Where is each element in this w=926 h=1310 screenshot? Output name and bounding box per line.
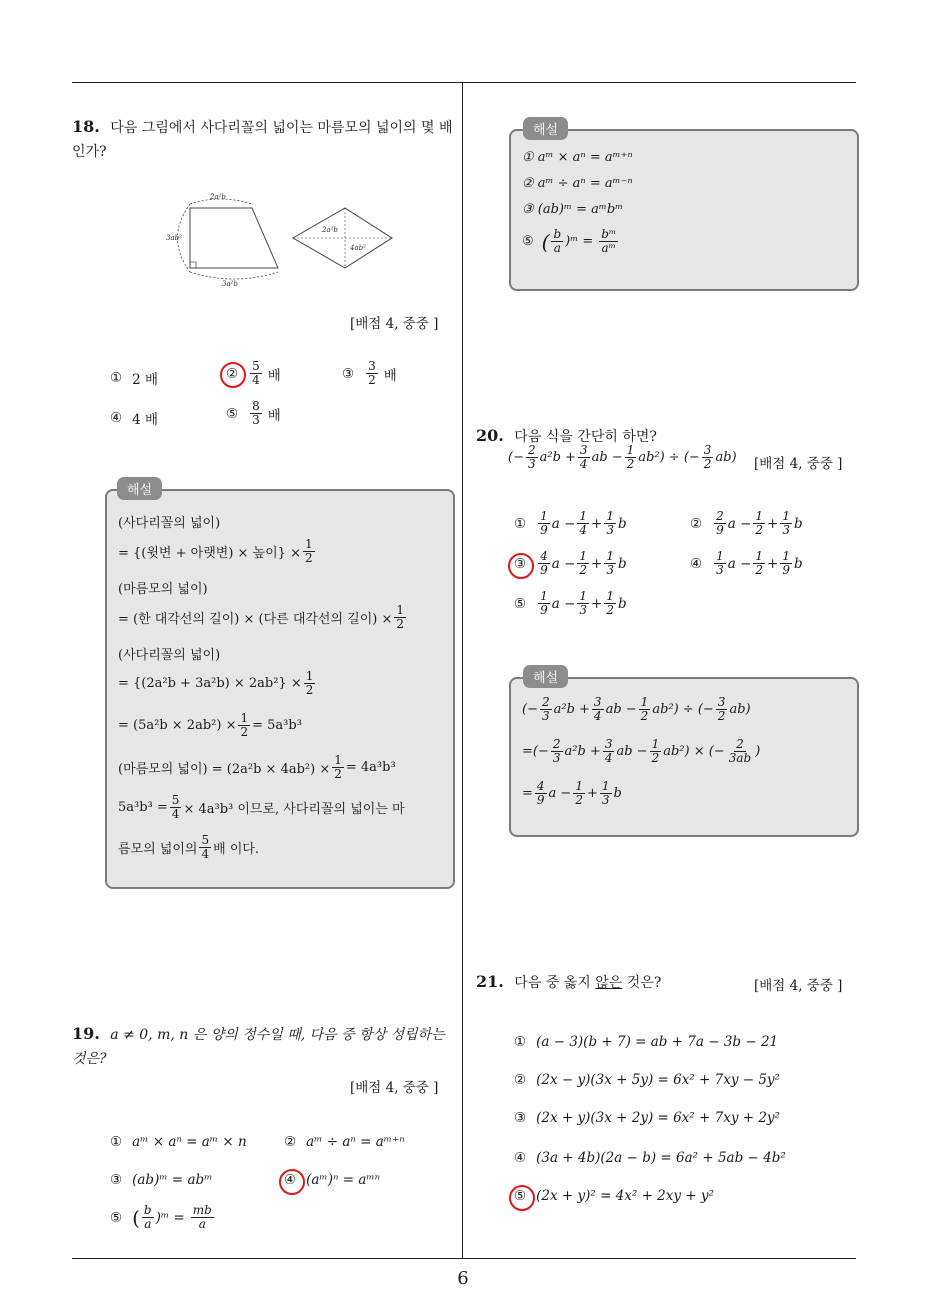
label-rhombus-v: 2a²b (322, 226, 338, 234)
top-rule (72, 82, 856, 83)
option-3[interactable]: ③ (ab)ᵐ = abᵐ (110, 1172, 213, 1188)
solution-line: = (5a²b × 2ab²) × $\frac{1}{2}$ = 5a³b³ (118, 711, 302, 739)
option-2[interactable]: ② aᵐ ÷ aⁿ = aᵐ⁺ⁿ (284, 1134, 405, 1150)
solution-line: 름모의 넓이의 $\frac{5}{4}$ 배 이다. (118, 833, 260, 861)
option-5[interactable]: ⑤ (2x + y)² = 4x² + 2xy + y² (514, 1188, 714, 1204)
solution-line: = (한 대각선의 길이) × (다른 대각선의 길이) × $\frac{1}{2}$ (118, 603, 405, 631)
score-meta: [배점 4, 중중 ] (754, 978, 843, 994)
label-left: 3ab² (166, 234, 182, 242)
page-number: 6 (457, 1268, 469, 1289)
solution-line: (− $\frac{2}{3}$ a²b + $\frac{3}{4}$ ab − $\frac{1}{2}$ ab²) ÷ (− $\frac{3}{2}$ ab) (522, 695, 751, 723)
solution-line: ⑤ ( $\frac{b}{a}$ )ᵐ = $\frac{\text{bᵐ}}{\text{aᵐ}}$ (522, 227, 617, 255)
score-meta: [배점 4, 중중 ] (350, 1080, 439, 1096)
question-18 (72, 115, 457, 164)
score-meta: [배점 4, 중중 ] (350, 316, 439, 332)
question-number: 18. (72, 117, 100, 136)
option-1[interactable]: ① 2 배 (110, 370, 159, 388)
question-number: 19. (72, 1024, 100, 1043)
option-5[interactable]: ⑤ ( $\frac{b}{a}$ )ᵐ = $\frac{mb}{a}$ (110, 1203, 212, 1231)
trapezoid-shape (190, 208, 278, 268)
solution-line: ② aᵐ ÷ aⁿ = aᵐ⁻ⁿ (522, 176, 633, 191)
option-4[interactable]: ④ (3a + 4b)(2a − b) = 6a² + 5ab − 4b² (514, 1150, 786, 1166)
option-3[interactable]: ③ $\frac{4}{9}$ a − $\frac{1}{2}$ + $\frac{1}{3}$ b (514, 549, 627, 577)
answer-mark (220, 362, 246, 388)
option-3[interactable]: ③ $\frac{3}{2}$ 배 (342, 359, 397, 387)
option-1[interactable]: ① $\frac{1}{9}$ a − $\frac{1}{4}$ + $\frac{1}{3}$ b (514, 509, 627, 537)
solution-tag: 해설 (117, 477, 162, 500)
question-expression: (− $\frac{2}{3}$ a²b + $\frac{3}{4}$ ab − $\frac{1}{2}$ ab²) ÷ (− $\frac{3}{2}$ ab) (508, 443, 737, 471)
option-5[interactable]: ⑤ $\frac{8}{3}$ 배 (226, 399, 281, 427)
option-1[interactable]: ① (a − 3)(b + 7) = ab + 7a − 3b − 21 (514, 1034, 779, 1050)
solution-tag: 해설 (523, 665, 568, 688)
answer-mark (279, 1169, 305, 1195)
trapezoid-bottom-arc (190, 272, 278, 279)
underlined-word: 않은 (595, 975, 623, 991)
bottom-rule (72, 1258, 856, 1259)
solution-line: = (− $\frac{2}{3}$ a²b + $\frac{3}{4}$ ab − $\frac{1}{2}$ ab²) × (− $\frac{2}{3ab}$ ) (522, 737, 761, 765)
option-4[interactable]: ④ $\frac{1}{3}$ a − $\frac{1}{2}$ + $\frac{1}{9}$ b (690, 549, 803, 577)
option-2[interactable]: ② (2x − y)(3x + 5y) = 6x² + 7xy − 5y² (514, 1072, 780, 1088)
option-1[interactable]: ① aᵐ × aⁿ = aᵐ × n (110, 1134, 247, 1150)
solution-line: (사다리꼴의 넓이) (118, 516, 221, 531)
question-number: 20. (476, 426, 504, 445)
question-text: a ≠ 0, m, n 은 양의 정수일 때, 다음 중 항상 성립하는 것은? (72, 1027, 445, 1067)
answer-mark (508, 553, 534, 579)
column-divider (462, 83, 463, 1259)
label-rhombus-h: 4ab² (350, 244, 366, 252)
score-meta: [배점 4, 중중 ] (754, 456, 843, 472)
solution-line: ① aᵐ × aⁿ = aᵐ⁺ⁿ (522, 150, 633, 165)
question-21: 21. 다음 중 옳지 않은 것은? (476, 972, 662, 991)
question-text: 다음 그림에서 사다리꼴의 넓이는 마름모의 넓이의 몇 배 인가? (72, 120, 453, 160)
option-2[interactable]: ② $\frac{5}{4}$ 배 (226, 359, 281, 387)
option-4[interactable]: ④ (aᵐ)ⁿ = aᵐⁿ (284, 1172, 381, 1188)
solution-line: (마름모의 넓이) = (2a²b × 4ab²) × $\frac{1}{2}$ = 4a³b³ (118, 753, 396, 781)
solution-line: = {(2a²b + 3a²b) × 2ab²} × $\frac{1}{2}$ (118, 669, 314, 697)
solution-tag: 해설 (523, 117, 568, 140)
option-2[interactable]: ② $\frac{2}{9}$ a − $\frac{1}{2}$ + $\frac{1}{3}$ b (690, 509, 803, 537)
question-19 (72, 1022, 457, 1071)
question-number: 21. (476, 972, 504, 991)
option-3[interactable]: ③ (2x + y)(3x + 2y) = 6x² + 7xy + 2y² (514, 1110, 780, 1126)
solution-line: (사다리꼴의 넓이) (118, 648, 221, 663)
option-4[interactable]: ④ 4 배 (110, 410, 159, 428)
question-text: 다음 식을 간단히 하면? (514, 429, 657, 445)
solution-line: 5a³b³ = $\frac{5}{4}$ × 4a³b³ 이므로, 사다리꼴의 넓이는 마 (118, 793, 405, 821)
trapezoid-rhombus-figure (160, 190, 400, 290)
option-5[interactable]: ⑤ $\frac{1}{9}$ a − $\frac{1}{3}$ + $\frac{1}{2}$ b (514, 589, 627, 617)
solution-line: (마름모의 넓이) (118, 582, 208, 597)
solution-line: ③ (ab)ᵐ = aᵐbᵐ (522, 202, 624, 217)
solution-line: = $\frac{4}{9}$ a − $\frac{1}{2}$ + $\frac{1}{3}$ b (522, 779, 622, 807)
solution-line: = {(윗변 + 아랫변) × 높이} × $\frac{1}{2}$ (118, 537, 313, 565)
answer-mark (509, 1185, 535, 1211)
label-bottom: 3a²b (222, 280, 238, 288)
label-top: 2a²b (210, 193, 226, 201)
